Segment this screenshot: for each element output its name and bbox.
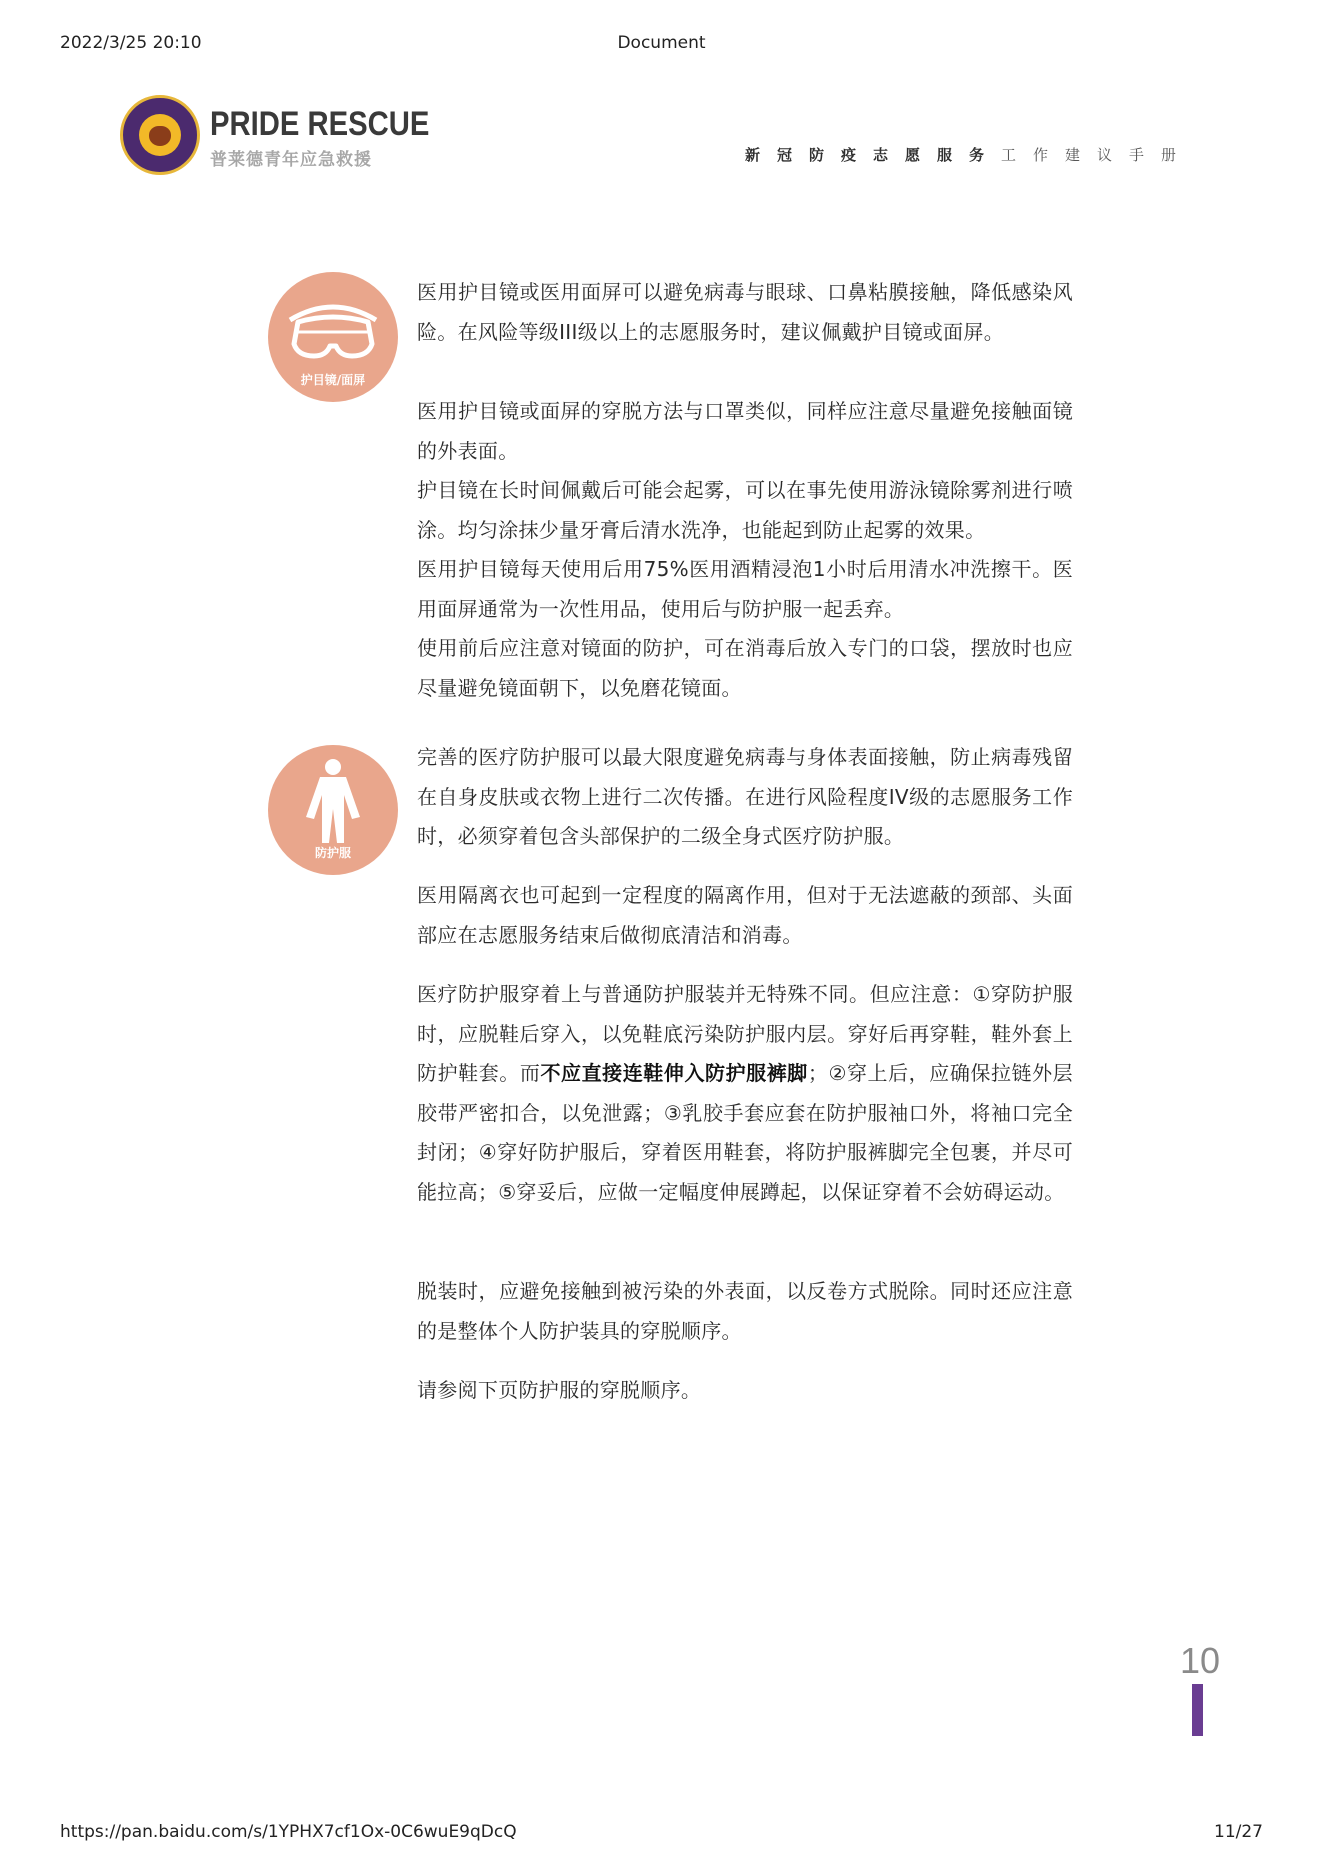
logo-subtitle: 普莱德青年应急救援	[210, 150, 372, 170]
wear-text: ；②穿上后，应确保拉链外层胶带严密扣合，以免泄露；③乳胶手套应套在防护服袖口外，将袖口完全封闭；④穿好防护服后，穿着医用鞋套，将防护服裤脚完全包裹，并尽可能拉高；⑤穿妥后，应做一定幅度伸展蹲起，以保证穿着不会妨碍运动。	[417, 1061, 1073, 1204]
goggles-label: 护目镜/面屏	[300, 373, 366, 387]
wear-text-bold: 不应直接连鞋伸入防护服裤脚	[540, 1061, 808, 1085]
logo-name: PRIDE RESCUE	[210, 105, 430, 143]
print-document-title: Document	[617, 33, 706, 53]
paragraph: 护目镜在长时间佩戴后可能会起雾，可以在事先使用游泳镜除雾剂进行喷涂。均匀涂抹少量牙膏后清水洗净，也能起到防止起雾的效果。	[417, 478, 1073, 542]
print-url: https://pan.baidu.com/s/1YPHX7cf1Ox-0C6wuE9qDcQ	[60, 1822, 517, 1842]
paragraph: 脱装时，应避免接触到被污染的外表面，以反卷方式脱除。同时还应注意的是整体个人防护装具的穿脱顺序。	[417, 1279, 1073, 1343]
paragraph: 医用护目镜或面屏的穿脱方法与口罩类似，同样应注意尽量避免接触面镜的外表面。	[417, 399, 1073, 463]
page-accent-bar	[1192, 1684, 1203, 1736]
print-datetime: 2022/3/25 20:10	[60, 33, 202, 53]
paragraph: 医用隔离衣也可起到一定程度的隔离作用，但对于无法遮蔽的颈部、头面部应在志愿服务结束后做彻底清洁和消毒。	[417, 883, 1073, 947]
paragraph: 完善的医疗防护服可以最大限度避免病毒与身体表面接触，防止病毒残留在自身皮肤或衣物上进行二次传播。在进行风险程度IV级的志愿服务工作时，必须穿着包含头部保护的二级全身式医疗防护服。	[417, 745, 1073, 848]
wear-text: 医疗防护服穿着上与普通防护服装并无特殊不同。但应注意：①穿防护服时，应脱鞋后穿入，以免鞋底污染防护服内层。穿好后再穿鞋，鞋外套上防护鞋套。而	[417, 982, 1073, 1085]
paragraph: 医用护目镜每天使用后用75%医用酒精浸泡1小时后用清水冲洗擦干。医用面屏通常为一次性用品，使用后与防护服一起丢弃。	[417, 557, 1073, 621]
print-page-count: 11/27	[1214, 1822, 1263, 1842]
paragraph-wear-instructions	[417, 975, 1073, 1212]
suit-label: 防护服	[314, 846, 351, 860]
manual-tagline	[745, 144, 1193, 165]
tagline-light: 工作建议手册	[1000, 146, 1193, 164]
protective-suit-icon	[268, 745, 398, 875]
paragraph: 请参阅下页防护服的穿脱顺序。	[417, 1378, 702, 1402]
pride-rescue-logo	[120, 95, 430, 175]
paragraph: 使用前后应注意对镜面的防护，可在消毒后放入专门的口袋，摆放时也应尽量避免镜面朝下，以免磨花镜面。	[417, 636, 1073, 700]
tagline-bold: 新冠防疫志愿服务	[744, 146, 1001, 164]
paragraph: 医用护目镜或医用面屏可以避免病毒与眼球、口鼻粘膜接触，降低感染风险。在风险等级III级以上的志愿服务时，建议佩戴护目镜或面屏。	[417, 280, 1073, 344]
lion-badge-icon	[120, 95, 200, 175]
page-number: 10	[1180, 1640, 1221, 1681]
goggles-icon	[268, 272, 398, 402]
